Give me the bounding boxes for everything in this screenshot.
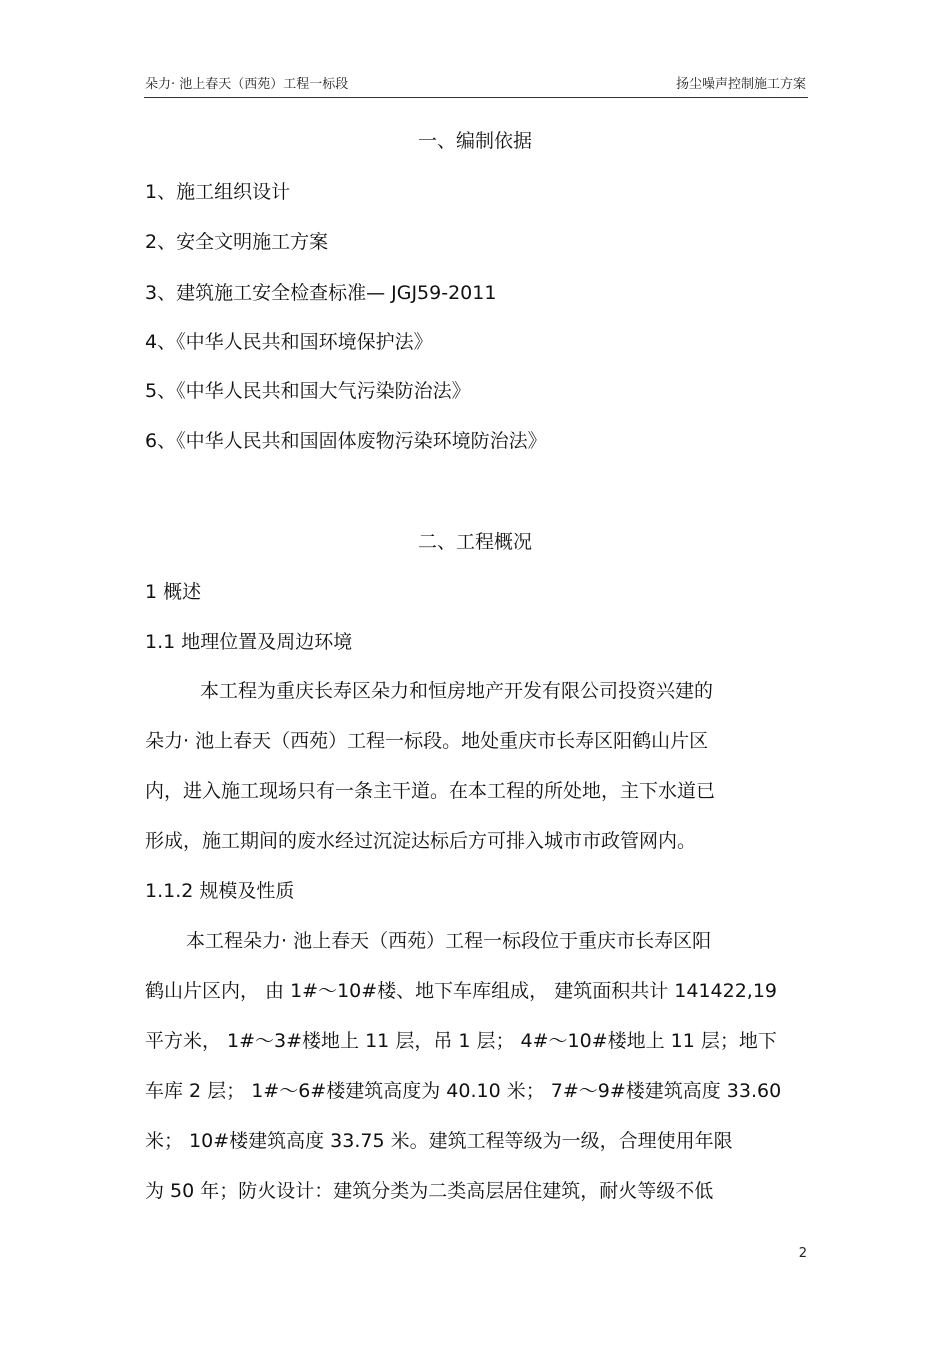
subheading-scale: 1.1.2 规模及性质 — [145, 880, 295, 902]
paragraph-scale-line: 本工程朵力· 池上春天（西苑）工程一标段位于重庆市长寿区阳 — [186, 930, 712, 952]
paragraph-scale-line: 车库 2 层； 1#～6#楼建筑高度为 40.10 米； 7#～9#楼建筑高度 33.60 — [145, 1080, 782, 1102]
section-2-heading: 二、工程概况 — [417, 531, 532, 553]
header-project-title: 朵力· 池上春天（西苑）工程一标段 — [145, 77, 349, 92]
subheading-overview: 1 概述 — [145, 581, 202, 603]
section-1-heading: 一、编制依据 — [417, 130, 532, 152]
paragraph-scale-line: 米； 10#楼建筑高度 33.75 米。建筑工程等级为一级，合理使用年限 — [145, 1130, 733, 1152]
paragraph-scale-line: 为 50 年；防火设计：建筑分类为二类高层居住建筑，耐火等级不低 — [145, 1180, 714, 1202]
paragraph-location-line: 内，进入施工现场只有一条主干道。在本工程的所处地，主下水道已 — [145, 780, 716, 802]
basis-item-2: 2、安全文明施工方案 — [145, 231, 329, 253]
basis-item-3: 3、建筑施工安全检查标准— JGJ59-2011 — [145, 282, 497, 304]
paragraph-location-line: 本工程为重庆长寿区朵力和恒房地产开发有限公司投资兴建的 — [200, 680, 714, 702]
paragraph-location-line: 形成，施工期间的废水经过沉淀达标后方可排入城市市政管网内。 — [145, 830, 697, 852]
header-document-title: 扬尘噪声控制施工方案 — [675, 77, 806, 92]
header-divider — [144, 97, 808, 98]
subheading-location: 1.1 地理位置及周边环境 — [145, 631, 353, 653]
basis-item-5: 5、《中华人民共和国大气污染防治法》 — [145, 380, 471, 402]
paragraph-scale-line: 鹤山片区内， 由 1#～10#楼、地下车库组成， 建筑面积共计 141422,19 — [145, 980, 778, 1002]
basis-item-1: 1、施工组织设计 — [145, 181, 291, 203]
paragraph-scale-line: 平方米， 1#～3#楼地上 11 层，吊 1 层； 4#～10#楼地上 11 层；地下 — [145, 1030, 777, 1052]
basis-item-6: 6、《中华人民共和国固体废物污染环境防治法》 — [145, 430, 547, 452]
basis-item-4: 4、《中华人民共和国环境保护法》 — [145, 331, 433, 353]
page-number: 2 — [798, 1246, 807, 1261]
paragraph-location-line: 朵力· 池上春天（西苑）工程一标段。地处重庆市长寿区阳鹤山片区 — [145, 730, 709, 752]
